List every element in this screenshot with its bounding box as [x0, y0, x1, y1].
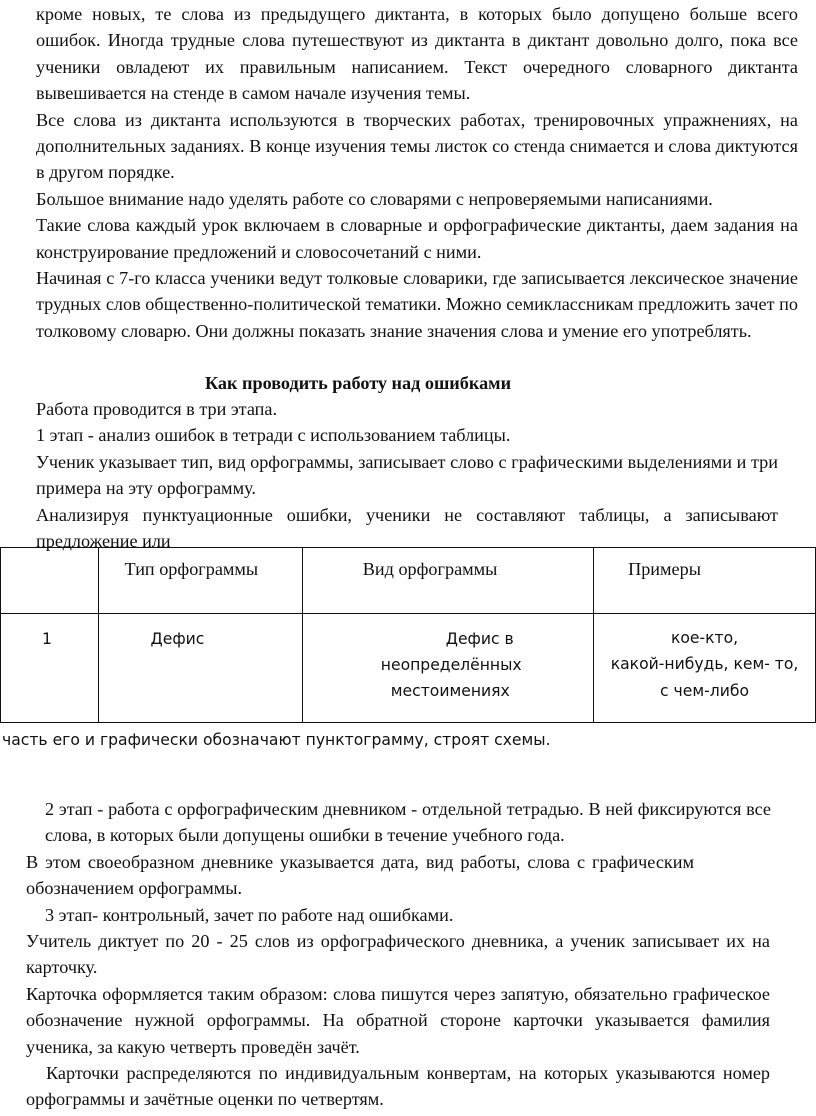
- stage3-envelopes-paragraph: Карточки распределяются по индивидуальным конвертам, на которых указываются номер орфограммы и зачётные оценки по четвертям.: [26, 1063, 770, 1110]
- table-header-cell: Тип орфограммы: [98, 548, 302, 614]
- stage3-teacher-paragraph: Учитель диктует по 20 - 25 слов из орфографического дневника, а ученик записывает их на карточку.: [26, 931, 770, 978]
- stage3-card-paragraph: Карточка оформляется таким образом: слова пишутся через запятую, обязательно графическое обозначение нужной орфограммы. На обратной стороне карточки указывается фамилия ученика, за какую четверть проведён зачёт.: [26, 984, 770, 1057]
- orthogram-table: [0, 547, 816, 723]
- table-header-cell: Вид орфограммы: [302, 548, 593, 614]
- after-table-text: часть его и графически обозначают пунктограмму, строят схемы.: [2, 731, 551, 749]
- paragraph: Большое внимание надо уделять работе со словарями с непроверяемыми написаниями.: [36, 188, 713, 209]
- paragraph: Ученик указывает тип, вид орфограммы, записывает слово с графическими выделениями и три примера на эту орфограмму.: [36, 451, 778, 499]
- paragraph: Анализируя пунктуационные ошибки, ученики не составляют таблицы, а записывают предложение или: [36, 504, 778, 552]
- paragraph: Начиная с 7-го класса ученики ведут толковые словарики, где записывается лексическое значение трудных слов общественно-политической тематики. Можно семиклассникам предложить зачет по толковому словарю. Они должны показать знание значения слова и умение его употреблять.: [36, 268, 798, 341]
- stage2-paragraph: 2 этап - работа с орфографическим дневником - отдельной тетрадью. В ней фиксируются все слова, в которых были допущены ошибки в течение учебного года.: [45, 799, 771, 846]
- paragraph: Все слова из диктанта используются в творческих работах, тренировочных упражнениях, на дополнительных заданиях. В конце изучения темы листок со стенда снимается и слова диктуются в другом порядке.: [36, 109, 798, 183]
- paragraph: Такие слова каждый урок включаем в словарные и орфографические диктанты, даем задания на конструирование предложений и словосочетаний с ними.: [36, 215, 798, 262]
- table-header-row: [1, 548, 816, 614]
- paragraph: Работа проводится в три этапа.: [36, 399, 278, 419]
- paragraph: кроме новых, те слова из предыдущего диктанта, в которых было допущено больше всего ошибок. Иногда трудные слова путешествуют из диктанта в диктант довольно долго, пока все ученики овладеют их правильным написанием. Текст очередного словарного диктанта вывешивается на стенде в самом начале изучения темы.: [36, 4, 798, 104]
- table-cell-number: 1: [1, 614, 99, 723]
- heading-text: Как проводить работу над ошибками: [204, 373, 512, 393]
- table-cell-examples: кое-кто, какой-нибудь, кем- то, с чем-либо: [594, 614, 816, 723]
- method-section: [36, 396, 778, 554]
- table-header-cell: Примеры: [594, 548, 816, 614]
- stage3-title: 3 этап- контрольный, зачет по работе над ошибками.: [45, 905, 454, 925]
- table-header-cell: [1, 548, 99, 614]
- stage2-extra-paragraph: В этом своеобразном дневнике указывается дата, вид работы, слова с графическим обозначением орфограммы.: [26, 852, 694, 899]
- section-heading: [0, 370, 816, 396]
- table-cell-type: Дефис: [98, 614, 302, 723]
- intro-section: [36, 1, 798, 344]
- table-row: [1, 614, 816, 723]
- table-cell-kind: Дефис в неопределённых местоимениях: [302, 614, 593, 723]
- paragraph: 1 этап - анализ ошибок в тетради с использованием таблицы.: [36, 425, 511, 446]
